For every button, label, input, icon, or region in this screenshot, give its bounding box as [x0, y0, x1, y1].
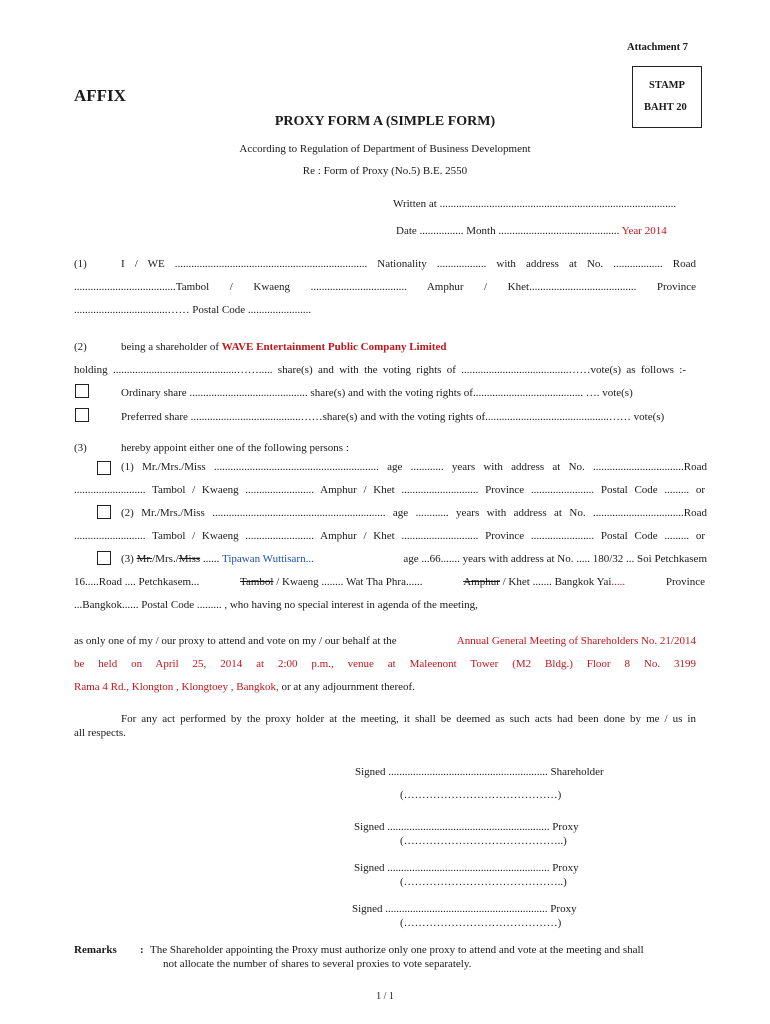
meeting-prefix: as only one of my / our proxy to attend and vote on my / our behalf at the: [74, 635, 397, 647]
proxy-3-dots: ......: [202, 553, 220, 565]
signature-proxy-3: Signed ........................................................... Proxy: [352, 903, 577, 915]
holding-line: holding .............................................……..... share(s) and with the voting rights of .......................................……vote(s) as follows :-: [74, 364, 686, 376]
title-mr-struck: Mr.: [136, 553, 153, 565]
signature-proxy-2: Signed ........................................................... Proxy: [354, 862, 579, 874]
company-name: WAVE Entertainment Public Company Limited: [221, 341, 447, 353]
proxy-3-index: (3): [121, 553, 134, 565]
proxy-1-checkbox[interactable]: [97, 461, 111, 475]
section-3-number: (3): [74, 442, 87, 454]
section-2-number: (2): [74, 341, 87, 353]
affix-label: AFFIX: [74, 86, 126, 105]
proxy-2-line-1: (2) Mr./Mrs./Miss ............................................................... age ............ years with address at No. .................................Road: [121, 507, 707, 519]
proxy-3-amphur: [463, 576, 625, 588]
section-1-line-1: I / WE ...................................................................... Nationality .................. with address at No. .................. Road: [121, 258, 696, 270]
proxy-1-line-2: .......................... Tambol / Kwaeng ......................... Amphur / Khet ............................ Province ....................... Postal Code ......... or: [74, 484, 705, 496]
meeting-line-1: [74, 635, 696, 647]
kwaeng-text: / Kwaeng ........ Wat Tha Phra......: [276, 576, 423, 588]
section-1-line-3: ..................................…… Postal Code .......................: [74, 304, 312, 316]
stamp-label: STAMP: [649, 80, 685, 91]
appoint-intro: hereby appoint either one of the following persons :: [121, 442, 349, 454]
ordinary-share-line: Ordinary share ........................................... share(s) and with the voting rights of........................................ …. vote(s): [121, 387, 633, 399]
preferred-share-checkbox[interactable]: [75, 408, 89, 422]
section-1-number: (1): [74, 258, 87, 270]
year-value: Year 2014: [621, 225, 667, 237]
tambol-struck: Tambol: [240, 576, 274, 588]
proxy-3-road: 16.....Road .... Petchkasem...: [74, 576, 200, 588]
proxy-3-name: Tipawan Wuttisarn...: [221, 553, 314, 565]
signature-shareholder: Signed .......................................................... Shareholder: [355, 766, 604, 778]
subtitle-form: Re : Form of Proxy (No.5) B.E. 2550: [302, 165, 468, 177]
signature-proxy-1-name: (……………………………………..): [400, 835, 567, 847]
signature-proxy-2-name: (……………………………………..): [400, 876, 567, 888]
khet-text: / Khet ....... Bangkok Yai: [502, 576, 612, 588]
meeting-venue: Rama 4 Rd., Klongton , Klongtoey , Bangkok,: [74, 681, 279, 693]
proxy-3-checkbox[interactable]: [97, 551, 111, 565]
signature-proxy-3-name: (……………………………………): [400, 917, 562, 929]
proxy-1-line-1: (1) Mr./Mrs./Miss ............................................................ age ............ years with address at No. .................................Road: [121, 461, 707, 473]
page-number: 1 / 1: [376, 991, 394, 1002]
proxy-3-line-1: [121, 553, 707, 565]
signature-shareholder-name: (……………………………………): [400, 789, 562, 801]
written-at-line: Written at ......................................................................................: [393, 198, 677, 210]
title-mrs: /Mrs./: [152, 553, 179, 565]
proxy-2-line-2: .......................... Tambol / Kwaeng ......................... Amphur / Khet ............................ Province ....................... Postal Code ......... or: [74, 530, 705, 542]
deemed-line-1: For any act performed by the proxy holder at the meeting, it shall be deemed as such acts had been done by me / us in: [121, 713, 696, 725]
meeting-line-3: [74, 681, 415, 693]
section-1-line-2: .....................................Tambol / Kwaeng ................................... Amphur / Khet....................................... Province: [74, 281, 696, 293]
proxy-3-address: age ...66....... years with address at No. ..... 180/32 ... Soi Petchkasem: [403, 553, 707, 565]
proxy-3-line-2: [74, 576, 705, 588]
remarks-colon: :: [140, 944, 144, 956]
baht-label: BAHT 20: [644, 102, 687, 113]
subtitle-regulation: According to Regulation of Department of Business Development: [239, 143, 531, 155]
meeting-name: Annual General Meeting of Shareholders No. 21/2014: [456, 635, 696, 647]
date-month-text: Date ................ Month ............................................: [396, 225, 620, 237]
page-title: PROXY FORM A (SIMPLE FORM): [274, 114, 496, 129]
shareholder-prefix: being a shareholder of: [121, 341, 220, 353]
attachment-label: Attachment 7: [627, 42, 688, 53]
remarks-label: Remarks: [74, 944, 117, 956]
shareholder-line: [121, 341, 447, 353]
signature-proxy-1: Signed ........................................................... Proxy: [354, 821, 579, 833]
preferred-share-line: Preferred share ........................................……share(s) and with the voting rights of.............................................…… vote(s): [121, 411, 665, 423]
meeting-line-2: be held on April 25, 2014 at 2:00 p.m., venue at Maleenont Tower (M2 Bldg.) Floor 8 No. 3199: [74, 658, 696, 670]
proxy-3-number: [121, 553, 314, 565]
deemed-line-2: all respects.: [74, 727, 126, 739]
proxy-2-checkbox[interactable]: [97, 505, 111, 519]
meeting-adjournment: or at any adjournment thereof.: [281, 681, 415, 693]
proxy-3-province: Province: [665, 576, 705, 588]
date-line: [396, 225, 667, 237]
amphur-struck: Amphur: [463, 576, 500, 588]
proxy-3-line-3: ...Bangkok...... Postal Code ......... , who having no special interest in agenda of the meeting,: [74, 599, 478, 611]
remarks-line-1: The Shareholder appointing the Proxy must authorize only one proxy to attend and vote at the meeting and shall: [150, 944, 644, 956]
proxy-3-tambol: [240, 576, 422, 588]
ordinary-share-checkbox[interactable]: [75, 384, 89, 398]
remarks-line-2: not allocate the number of shares to several proxies to vote separately.: [163, 958, 472, 970]
title-miss-struck: Miss: [178, 553, 201, 565]
khet-dots: .....: [611, 576, 626, 588]
